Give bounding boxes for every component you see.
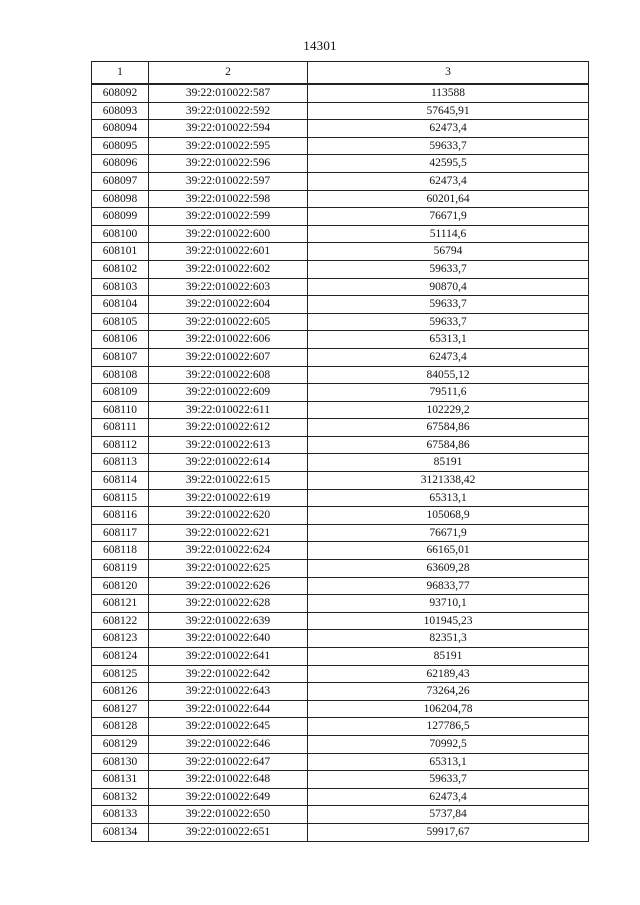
cadastral-number-cell: 39:22:010022:615 (149, 472, 308, 490)
value-cell: 105068,9 (308, 507, 589, 525)
value-cell: 79511,6 (308, 384, 589, 402)
value-cell: 62473,4 (308, 172, 589, 190)
value-cell: 62473,4 (308, 788, 589, 806)
table-row (92, 489, 589, 507)
column-header-2: 2 (149, 62, 308, 85)
table-row (92, 348, 589, 366)
table-row (92, 735, 589, 753)
value-cell: 65313,1 (308, 489, 589, 507)
column-header-1: 1 (92, 62, 149, 85)
row-number-cell: 608123 (92, 630, 149, 648)
table-row (92, 806, 589, 824)
cadastral-number-cell: 39:22:010022:604 (149, 296, 308, 314)
table-row (92, 683, 589, 701)
value-cell: 57645,91 (308, 102, 589, 120)
value-cell: 59633,7 (308, 771, 589, 789)
value-cell: 59917,67 (308, 823, 589, 841)
cadastral-number-cell: 39:22:010022:613 (149, 436, 308, 454)
cadastral-number-cell: 39:22:010022:609 (149, 384, 308, 402)
value-cell: 102229,2 (308, 401, 589, 419)
row-number-cell: 608104 (92, 296, 149, 314)
row-number-cell: 608125 (92, 665, 149, 683)
row-number-cell: 608099 (92, 208, 149, 226)
table-row (92, 296, 589, 314)
column-header-3: 3 (308, 62, 589, 85)
row-number-cell: 608127 (92, 700, 149, 718)
row-number-cell: 608101 (92, 243, 149, 261)
cadastral-number-cell: 39:22:010022:595 (149, 137, 308, 155)
table-row (92, 595, 589, 613)
table-row (92, 419, 589, 437)
row-number-cell: 608098 (92, 190, 149, 208)
row-number-cell: 608105 (92, 313, 149, 331)
value-cell: 82351,3 (308, 630, 589, 648)
cadastral-number-cell: 39:22:010022:648 (149, 771, 308, 789)
cadastral-number-cell: 39:22:010022:621 (149, 524, 308, 542)
row-number-cell: 608124 (92, 648, 149, 666)
table-row (92, 472, 589, 490)
table-row (92, 648, 589, 666)
row-number-cell: 608110 (92, 401, 149, 419)
row-number-cell: 608102 (92, 260, 149, 278)
row-number-cell: 608092 (92, 84, 149, 102)
table-row (92, 137, 589, 155)
table-row (92, 366, 589, 384)
cadastral-number-cell: 39:22:010022:640 (149, 630, 308, 648)
row-number-cell: 608118 (92, 542, 149, 560)
table-row (92, 260, 589, 278)
cadastral-number-cell: 39:22:010022:641 (149, 648, 308, 666)
value-cell: 85191 (308, 454, 589, 472)
table-row (92, 560, 589, 578)
row-number-cell: 608109 (92, 384, 149, 402)
cadastral-number-cell: 39:22:010022:645 (149, 718, 308, 736)
row-number-cell: 608108 (92, 366, 149, 384)
value-cell: 93710,1 (308, 595, 589, 613)
row-number-cell: 608126 (92, 683, 149, 701)
table-row (92, 313, 589, 331)
cadastral-number-cell: 39:22:010022:620 (149, 507, 308, 525)
row-number-cell: 608096 (92, 155, 149, 173)
value-cell: 42595,5 (308, 155, 589, 173)
row-number-cell: 608119 (92, 560, 149, 578)
table-row (92, 630, 589, 648)
value-cell: 70992,5 (308, 735, 589, 753)
table-row (92, 120, 589, 138)
table-row (92, 771, 589, 789)
row-number-cell: 608133 (92, 806, 149, 824)
row-number-cell: 608129 (92, 735, 149, 753)
value-cell: 76671,9 (308, 524, 589, 542)
table-row (92, 384, 589, 402)
cadastral-number-cell: 39:22:010022:626 (149, 577, 308, 595)
cadastral-number-cell: 39:22:010022:643 (149, 683, 308, 701)
value-cell: 65313,1 (308, 753, 589, 771)
table-row (92, 401, 589, 419)
row-number-cell: 608093 (92, 102, 149, 120)
table-row (92, 454, 589, 472)
value-cell: 66165,01 (308, 542, 589, 560)
cadastral-number-cell: 39:22:010022:598 (149, 190, 308, 208)
row-number-cell: 608131 (92, 771, 149, 789)
value-cell: 127786,5 (308, 718, 589, 736)
row-number-cell: 608095 (92, 137, 149, 155)
value-cell: 90870,4 (308, 278, 589, 296)
row-number-cell: 608111 (92, 419, 149, 437)
table-header (92, 62, 589, 85)
cadastral-number-cell: 39:22:010022:647 (149, 753, 308, 771)
value-cell: 60201,64 (308, 190, 589, 208)
cadastral-number-cell: 39:22:010022:612 (149, 419, 308, 437)
cadastral-number-cell: 39:22:010022:642 (149, 665, 308, 683)
row-number-cell: 608094 (92, 120, 149, 138)
table-row (92, 788, 589, 806)
value-cell: 85191 (308, 648, 589, 666)
row-number-cell: 608100 (92, 225, 149, 243)
value-cell: 59633,7 (308, 296, 589, 314)
table-row (92, 700, 589, 718)
table-row (92, 278, 589, 296)
row-number-cell: 608113 (92, 454, 149, 472)
cadastral-number-cell: 39:22:010022:607 (149, 348, 308, 366)
value-cell: 63609,28 (308, 560, 589, 578)
cadastral-number-cell: 39:22:010022:597 (149, 172, 308, 190)
cadastral-number-cell: 39:22:010022:644 (149, 700, 308, 718)
cadastral-number-cell: 39:22:010022:625 (149, 560, 308, 578)
table-row (92, 612, 589, 630)
row-number-cell: 608120 (92, 577, 149, 595)
row-number-cell: 608103 (92, 278, 149, 296)
row-number-cell: 608122 (92, 612, 149, 630)
cadastral-number-cell: 39:22:010022:624 (149, 542, 308, 560)
value-cell: 101945,23 (308, 612, 589, 630)
value-cell: 113588 (308, 84, 589, 102)
table-row (92, 172, 589, 190)
table-row (92, 524, 589, 542)
table-row (92, 665, 589, 683)
row-number-cell: 608121 (92, 595, 149, 613)
row-number-cell: 608107 (92, 348, 149, 366)
table-body (92, 84, 589, 841)
table-row (92, 225, 589, 243)
cadastral-number-cell: 39:22:010022:628 (149, 595, 308, 613)
table-row (92, 577, 589, 595)
row-number-cell: 608128 (92, 718, 149, 736)
table-row (92, 436, 589, 454)
cadastral-number-cell: 39:22:010022:601 (149, 243, 308, 261)
table-row (92, 507, 589, 525)
row-number-cell: 608132 (92, 788, 149, 806)
value-cell: 73264,26 (308, 683, 589, 701)
value-cell: 65313,1 (308, 331, 589, 349)
value-cell: 51114,6 (308, 225, 589, 243)
cadastral-number-cell: 39:22:010022:599 (149, 208, 308, 226)
value-cell: 62473,4 (308, 120, 589, 138)
header-row (92, 62, 589, 85)
table-row (92, 102, 589, 120)
cadastral-number-cell: 39:22:010022:646 (149, 735, 308, 753)
cadastral-number-cell: 39:22:010022:603 (149, 278, 308, 296)
row-number-cell: 608106 (92, 331, 149, 349)
cadastral-number-cell: 39:22:010022:650 (149, 806, 308, 824)
cadastral-number-cell: 39:22:010022:600 (149, 225, 308, 243)
row-number-cell: 608097 (92, 172, 149, 190)
cadastral-number-cell: 39:22:010022:639 (149, 612, 308, 630)
table-row (92, 823, 589, 841)
table-row (92, 243, 589, 261)
cadastral-number-cell: 39:22:010022:587 (149, 84, 308, 102)
cadastral-number-cell: 39:22:010022:605 (149, 313, 308, 331)
table-row (92, 208, 589, 226)
row-number-cell: 608134 (92, 823, 149, 841)
cadastral-number-cell: 39:22:010022:651 (149, 823, 308, 841)
value-cell: 67584,86 (308, 419, 589, 437)
table-row (92, 753, 589, 771)
value-cell: 59633,7 (308, 313, 589, 331)
cadastral-number-cell: 39:22:010022:614 (149, 454, 308, 472)
table-row (92, 542, 589, 560)
row-number-cell: 608117 (92, 524, 149, 542)
value-cell: 106204,78 (308, 700, 589, 718)
cadastral-number-cell: 39:22:010022:649 (149, 788, 308, 806)
row-number-cell: 608130 (92, 753, 149, 771)
cadastral-number-cell: 39:22:010022:594 (149, 120, 308, 138)
value-cell: 67584,86 (308, 436, 589, 454)
table-row (92, 155, 589, 173)
value-cell: 62473,4 (308, 348, 589, 366)
value-cell: 59633,7 (308, 260, 589, 278)
value-cell: 62189,43 (308, 665, 589, 683)
value-cell: 5737,84 (308, 806, 589, 824)
value-cell: 96833,77 (308, 577, 589, 595)
table-row (92, 84, 589, 102)
page-number: 14301 (303, 38, 337, 53)
table-row (92, 331, 589, 349)
cadastral-number-cell: 39:22:010022:611 (149, 401, 308, 419)
cadastral-number-cell: 39:22:010022:596 (149, 155, 308, 173)
value-cell: 56794 (308, 243, 589, 261)
cadastral-number-cell: 39:22:010022:606 (149, 331, 308, 349)
table-row (92, 190, 589, 208)
cadastral-number-cell: 39:22:010022:602 (149, 260, 308, 278)
value-cell: 76671,9 (308, 208, 589, 226)
value-cell: 3121338,42 (308, 472, 589, 490)
data-table (91, 61, 589, 842)
value-cell: 84055,12 (308, 366, 589, 384)
row-number-cell: 608112 (92, 436, 149, 454)
cadastral-number-cell: 39:22:010022:608 (149, 366, 308, 384)
cadastral-number-cell: 39:22:010022:619 (149, 489, 308, 507)
cadastral-number-cell: 39:22:010022:592 (149, 102, 308, 120)
table-row (92, 718, 589, 736)
row-number-cell: 608116 (92, 507, 149, 525)
value-cell: 59633,7 (308, 137, 589, 155)
row-number-cell: 608114 (92, 472, 149, 490)
row-number-cell: 608115 (92, 489, 149, 507)
